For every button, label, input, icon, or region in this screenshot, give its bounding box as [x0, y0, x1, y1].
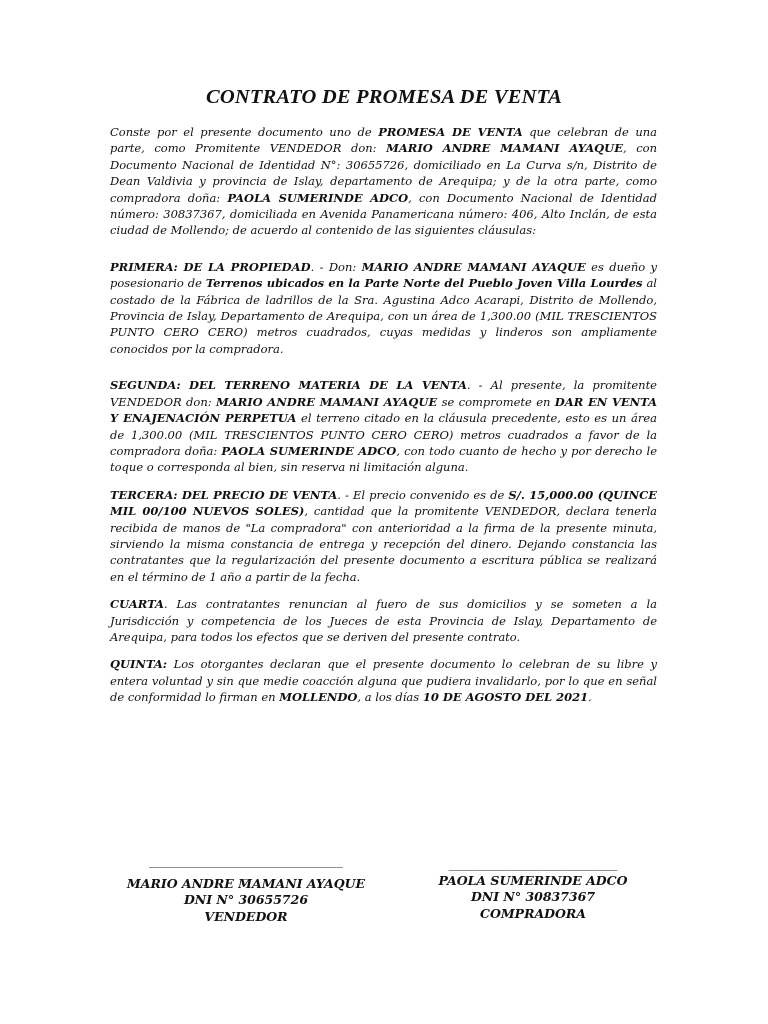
clause-text: el terreno citado en la cláusula precedente, esto es un área de 1,300.00 (MIL TRESCIENTOS PUNTO CERO CERO) metros cuadrados a favor de la compradora doña:	[110, 411, 657, 458]
clause-heading: PRIMERA: DE LA PROPIEDAD	[110, 259, 311, 274]
sale-terms: DAR EN VENTA Y ENAJENACIÓN PERPETUA	[110, 394, 658, 426]
clause-heading: QUINTA:	[110, 657, 168, 672]
clause-text: . - El precio convenido es de	[337, 487, 509, 502]
contract-type: PROMESA DE VENTA	[378, 125, 523, 139]
clause-heading: TERCERA: DEL PRECIO DE VENTA	[110, 487, 338, 502]
clause-text: . Las contratantes renuncian al fuero de sus domicilios y se someten a la Jurisdicción y competencia de los Jueces de esta Provincia de Islay, Departamento de Arequipa, para todos los efectos que se deriven del presente contrato.	[110, 597, 657, 644]
clause-cuarta	[110, 596, 657, 645]
signing-date: 10 DE AGOSTO DEL 2021	[422, 690, 589, 705]
seller-name: MARIO ANDRE MAMANI AYAQUE	[361, 259, 586, 274]
buyer-role: COMPRADORA	[480, 905, 586, 921]
clause-primera	[110, 259, 657, 357]
signature-line: _______________________________	[149, 853, 343, 868]
buyer-signature-block	[418, 856, 648, 922]
sale-price: S/. 15,000.00 (QUINCE MIL 00/100 NUEVOS SOLES)	[110, 487, 657, 519]
clause-text: . - Don:	[310, 259, 362, 274]
clause-text: . - Al presente, la promitente VENDEDOR don:	[110, 378, 657, 409]
seller-signature-block	[110, 853, 382, 925]
intro-text: que celebran de una parte, como Promitente VENDEDOR don:	[110, 125, 657, 156]
clause-segunda	[110, 377, 657, 475]
buyer-name: PAOLA SUMERINDE ADCO	[227, 190, 409, 205]
signature-line: ___________________________	[448, 856, 618, 871]
clause-text: al costado de la Fábrica de ladrillos de la Sra. Agustina Adco Acarapi, Distrito de Mollendo, Provincia de Islay, Departamento de Arequipa, con un área de 1,300.00 (MIL TRESCIENTOS PUNTO CERO CERO) metros cuadrados, cuyas medidas y linderos son ampliamente conocidos por la compradora.	[110, 276, 657, 356]
clause-quinta	[110, 656, 657, 705]
signing-city: MOLLENDO	[279, 690, 358, 705]
intro-text: , con Documento Nacional de Identidad número: 30837367, domiciliada en Avenida Panamericana número: 406, Alto Inclán, de esta ciudad de Mollendo; de acuerdo al contenido de las siguientes cláusulas:	[110, 190, 657, 238]
seller-role: VENDEDOR	[204, 908, 288, 924]
clause-text: , cantidad que la promitente VENDEDOR, declara tenerla recibida de manos de "La compradora" con anterioridad a la firma de la presente minuta, sirviendo la misma constancia de entrega y recepción del dinero. Dejando constancia las contratantes que la regularización del presente documento a escritura pública se realizará en el término de 1 año a partir de la fecha.	[110, 504, 657, 584]
clause-text: , a los días	[357, 690, 423, 705]
seller-signature-name: MARIO ANDRE MAMANI AYAQUE	[126, 875, 366, 891]
property-location: Terrenos ubicados en la Parte Norte del Pueblo Joven Villa Lourdes	[205, 276, 643, 291]
intro-paragraph	[110, 124, 657, 239]
buyer-signature-name: PAOLA SUMERINDE ADCO	[438, 872, 628, 888]
clause-tercera	[110, 487, 657, 585]
clause-text: se compromete en	[437, 394, 555, 409]
clause-heading: SEGUNDA: DEL TERRENO MATERIA DE LA VENTA	[110, 378, 467, 393]
clause-text: , con todo cuanto de hecho y por derecho le toque o corresponda al bien, sin reserva ni limitación alguna.	[110, 443, 657, 475]
clause-text: es dueño y posesionario de	[110, 259, 658, 291]
contract-body	[110, 124, 657, 706]
seller-dni: DNI N° 30655726	[183, 892, 309, 907]
document-title: CONTRATO DE PROMESA DE VENTA	[205, 86, 563, 108]
intro-text: Conste por el presente documento uno de	[110, 125, 379, 139]
clause-text: .	[588, 690, 592, 705]
seller-name: MARIO ANDRE MAMANI AYAQUE	[386, 141, 623, 156]
intro-text: , con Documento Nacional de Identidad N°: 30655726, domiciliado en La Curva s/n, Distrito de Dean Valdivia y provincia de Islay, departamento de Arequipa; y de la otra parte, como compradora doña:	[110, 141, 657, 205]
buyer-name: PAOLA SUMERINDE ADCO	[221, 443, 397, 458]
clause-heading: CUARTA	[110, 597, 164, 612]
seller-name: MARIO ANDRE MAMANI AYAQUE	[215, 394, 438, 409]
buyer-dni: DNI N° 30837367	[470, 889, 596, 904]
clause-text: Los otorgantes declaran que el presente documento lo celebran de su libre y entera voluntad y sin que medie coacción alguna que pudiera invalidarlo, por lo que en señal de conformidad lo firman en	[110, 657, 657, 705]
signature-line-extra: _	[242, 864, 250, 880]
